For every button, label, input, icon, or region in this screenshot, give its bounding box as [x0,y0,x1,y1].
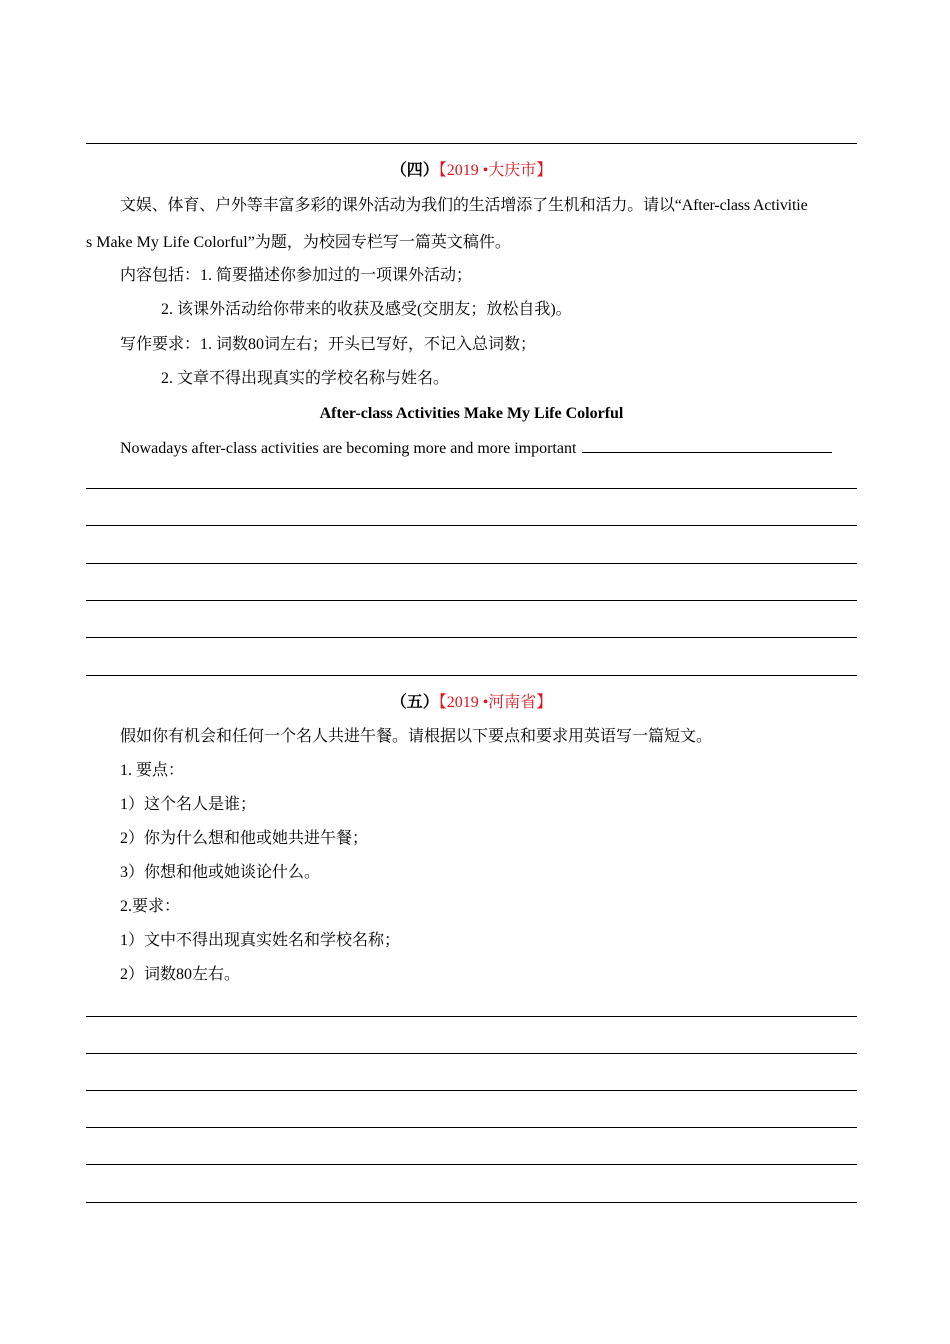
answer-line[interactable] [86,525,857,526]
content-requirement: 内容包括：1. 简要描述你参加过的一项课外活动； [120,267,473,284]
prompt-text: s Make My Life Colorful”为题，为校园专栏写一篇英文稿件。 [86,234,511,251]
answer-line[interactable] [86,600,857,601]
section-heading [86,693,857,713]
answer-line [86,143,857,144]
answer-line[interactable] [86,1016,857,1017]
requirement-item: 2）词数80左右。 [120,966,241,983]
section-number: （五） [390,694,439,711]
writing-requirement: 写作要求：1. 词数80词左右；开头已写好，不记入总词数； [120,336,537,353]
prompt-text: 假如你有机会和任何一个名人共进午餐。请根据以下要点和要求用英语写一篇短文。 [120,728,713,745]
essay-opening-line [120,438,832,459]
answer-line[interactable] [86,637,857,638]
prompt-text: 文娱、体育、户外等丰富多彩的课外活动为我们的生活增添了生机和活力。请以“After-class Activitie [120,197,808,214]
writing-requirement: 2. 文章不得出现真实的学校名称与姓名。 [161,370,450,387]
answer-line[interactable] [86,1164,857,1165]
answer-line[interactable] [86,675,857,676]
section-source: 【2019 •河南省】 [438,694,553,711]
essay-opening: Nowadays after-class activities are becoming more and more important [120,440,577,457]
section-heading [86,161,857,181]
points-label: 1. 要点： [120,762,185,779]
section-number: （四） [390,162,439,179]
point-item: 1）这个名人是谁； [120,796,257,813]
answer-line[interactable] [86,1090,857,1091]
point-item: 3）你想和他或她谈论什么。 [120,864,321,881]
answer-line[interactable] [86,1202,857,1203]
essay-title: After-class Activities Make My Life Colorful [319,405,624,422]
answer-line[interactable] [86,1127,857,1128]
content-requirement: 2. 该课外活动给你带来的收获及感受(交朋友；放松自我)。 [161,301,572,318]
answer-blank[interactable] [582,438,832,453]
point-item: 2）你为什么想和他或她共进午餐； [120,830,369,847]
answer-line[interactable] [86,563,857,564]
answer-line[interactable] [86,488,857,489]
answer-line[interactable] [86,1053,857,1054]
requirements-label: 2.要求： [120,898,181,915]
requirement-item: 1）文中不得出现真实姓名和学校名称； [120,932,401,949]
section-source: 【2019 •大庆市】 [438,162,553,179]
